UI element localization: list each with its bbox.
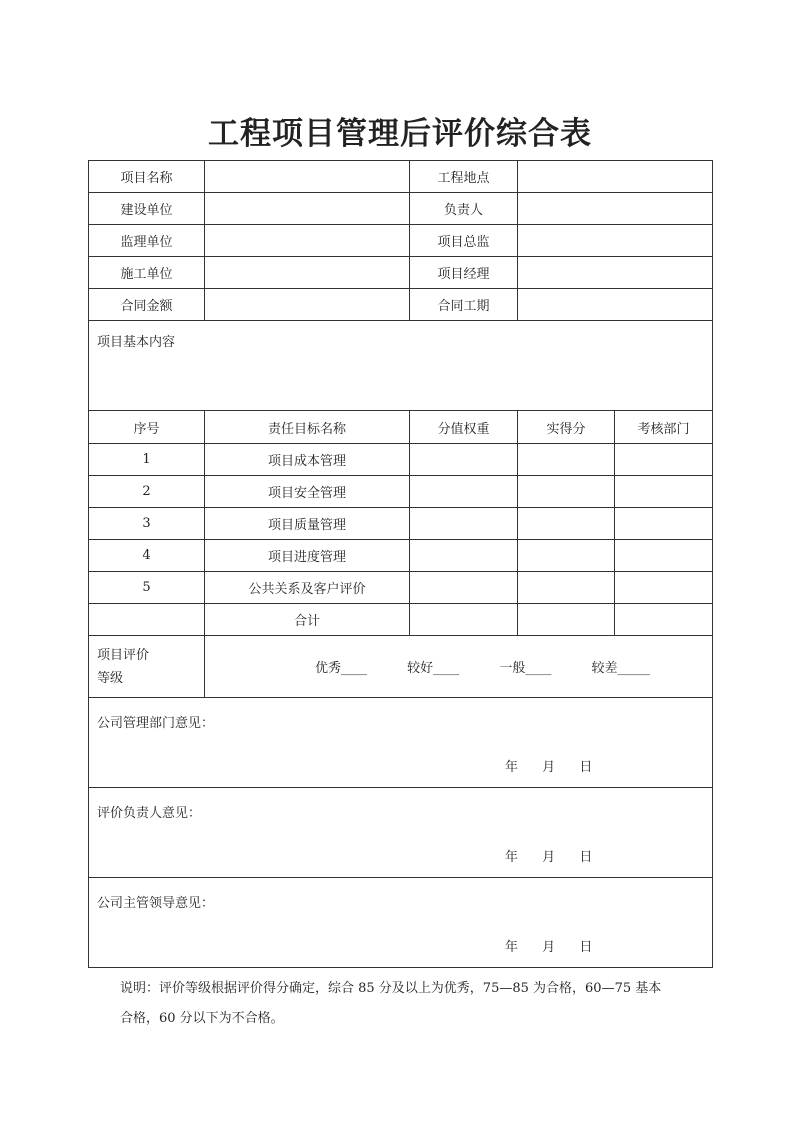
- info-value-field[interactable]: [205, 161, 410, 193]
- info-label: 合同工期: [410, 289, 518, 321]
- info-value-field[interactable]: [518, 225, 713, 257]
- grade-label-line2: 等级: [97, 670, 124, 686]
- info-label: 项目名称: [89, 161, 205, 193]
- score-field[interactable]: [518, 572, 615, 604]
- date-month: 月: [542, 760, 556, 775]
- weight-field[interactable]: [410, 444, 518, 476]
- score-field[interactable]: [518, 540, 615, 572]
- target-no: 4: [89, 540, 205, 572]
- info-row: [89, 161, 713, 193]
- header-cell: 责任目标名称: [205, 411, 410, 444]
- weight-field[interactable]: [410, 476, 518, 508]
- target-no: 5: [89, 572, 205, 604]
- info-label: 监理单位: [89, 225, 205, 257]
- basic-content-row: [89, 321, 713, 411]
- table-row: [89, 572, 713, 604]
- table-row: [89, 508, 713, 540]
- info-label: 项目总监: [410, 225, 518, 257]
- info-row: [89, 289, 713, 321]
- info-label: 负责人: [410, 193, 518, 225]
- weight-field[interactable]: [410, 508, 518, 540]
- info-row: [89, 257, 713, 289]
- info-value-field[interactable]: [205, 289, 410, 321]
- footnote-line2: 合格，60 分以下为不合格。: [120, 1011, 284, 1026]
- info-label: 项目经理: [410, 257, 518, 289]
- header-cell: 序号: [89, 411, 205, 444]
- info-value-field[interactable]: [518, 161, 713, 193]
- weight-field[interactable]: [410, 540, 518, 572]
- score-field[interactable]: [518, 444, 615, 476]
- target-name: 项目质量管理: [205, 508, 410, 540]
- opinion-row: [89, 698, 713, 788]
- info-row: [89, 193, 713, 225]
- info-label: 施工单位: [89, 257, 205, 289]
- date-day: 日: [579, 850, 593, 865]
- total-blank: [89, 604, 205, 636]
- opinion-field-leader[interactable]: [89, 878, 713, 968]
- header-cell: 实得分: [518, 411, 615, 444]
- signature-date: [505, 756, 612, 775]
- total-department-field[interactable]: [615, 604, 713, 636]
- signature-date: [505, 846, 612, 865]
- grade-label: [89, 636, 205, 698]
- total-weight-field[interactable]: [410, 604, 518, 636]
- grade-row: [89, 636, 713, 698]
- info-value-field[interactable]: [518, 289, 713, 321]
- department-field[interactable]: [615, 540, 713, 572]
- date-month: 月: [542, 850, 556, 865]
- grade-option-poor[interactable]: 较差_____: [591, 661, 650, 676]
- target-name: 项目安全管理: [205, 476, 410, 508]
- info-value-field[interactable]: [518, 193, 713, 225]
- info-value-field[interactable]: [205, 193, 410, 225]
- target-name: 项目进度管理: [205, 540, 410, 572]
- date-year: 年: [505, 850, 519, 865]
- grade-option-excellent[interactable]: 优秀____: [315, 661, 368, 676]
- target-no: 2: [89, 476, 205, 508]
- table-row: [89, 476, 713, 508]
- header-cell: 分值权重: [410, 411, 518, 444]
- date-month: 月: [542, 940, 556, 955]
- target-header-row: [89, 411, 713, 444]
- target-no: 1: [89, 444, 205, 476]
- table-row: [89, 540, 713, 572]
- info-row: [89, 225, 713, 257]
- grade-option-good[interactable]: 较好____: [407, 661, 460, 676]
- department-field[interactable]: [615, 476, 713, 508]
- footnote-line1: 说明：评价等级根据评价得分确定，综合 85 分及以上为优秀，75—85 为合格，60—75 基本: [120, 981, 662, 996]
- info-label: 合同金额: [89, 289, 205, 321]
- page-title: 工程项目管理后评价综合表: [208, 116, 592, 152]
- grade-options: [205, 636, 713, 698]
- target-no: 3: [89, 508, 205, 540]
- target-name: 公共关系及客户评价: [205, 572, 410, 604]
- opinion-field-management[interactable]: [89, 698, 713, 788]
- date-day: 日: [579, 760, 593, 775]
- total-score-field[interactable]: [518, 604, 615, 636]
- basic-content-field[interactable]: [89, 321, 713, 411]
- opinion-row: [89, 878, 713, 968]
- info-value-field[interactable]: [205, 225, 410, 257]
- opinion-label: 公司主管领导意见：: [97, 896, 215, 911]
- grade-label-line1: 项目评价: [97, 647, 150, 663]
- target-name: 项目成本管理: [205, 444, 410, 476]
- total-label: 合计: [205, 604, 410, 636]
- department-field[interactable]: [615, 508, 713, 540]
- date-year: 年: [505, 760, 519, 775]
- signature-date: [505, 936, 612, 955]
- opinion-label: 评价负责人意见：: [97, 806, 202, 821]
- date-year: 年: [505, 940, 519, 955]
- opinion-label: 公司管理部门意见：: [97, 716, 215, 731]
- score-field[interactable]: [518, 508, 615, 540]
- opinion-field-evaluator[interactable]: [89, 788, 713, 878]
- table-row: [89, 444, 713, 476]
- department-field[interactable]: [615, 444, 713, 476]
- evaluation-form-table: [88, 160, 713, 968]
- score-field[interactable]: [518, 476, 615, 508]
- date-day: 日: [579, 940, 593, 955]
- basic-content-label: 项目基本内容: [97, 335, 176, 350]
- total-row: [89, 604, 713, 636]
- weight-field[interactable]: [410, 572, 518, 604]
- info-value-field[interactable]: [205, 257, 410, 289]
- department-field[interactable]: [615, 572, 713, 604]
- info-label: 工程地点: [410, 161, 518, 193]
- info-label: 建设单位: [89, 193, 205, 225]
- footnote: [120, 974, 700, 1034]
- header-cell: 考核部门: [615, 411, 713, 444]
- info-value-field[interactable]: [518, 257, 713, 289]
- grade-option-average[interactable]: 一般____: [499, 661, 552, 676]
- opinion-row: [89, 788, 713, 878]
